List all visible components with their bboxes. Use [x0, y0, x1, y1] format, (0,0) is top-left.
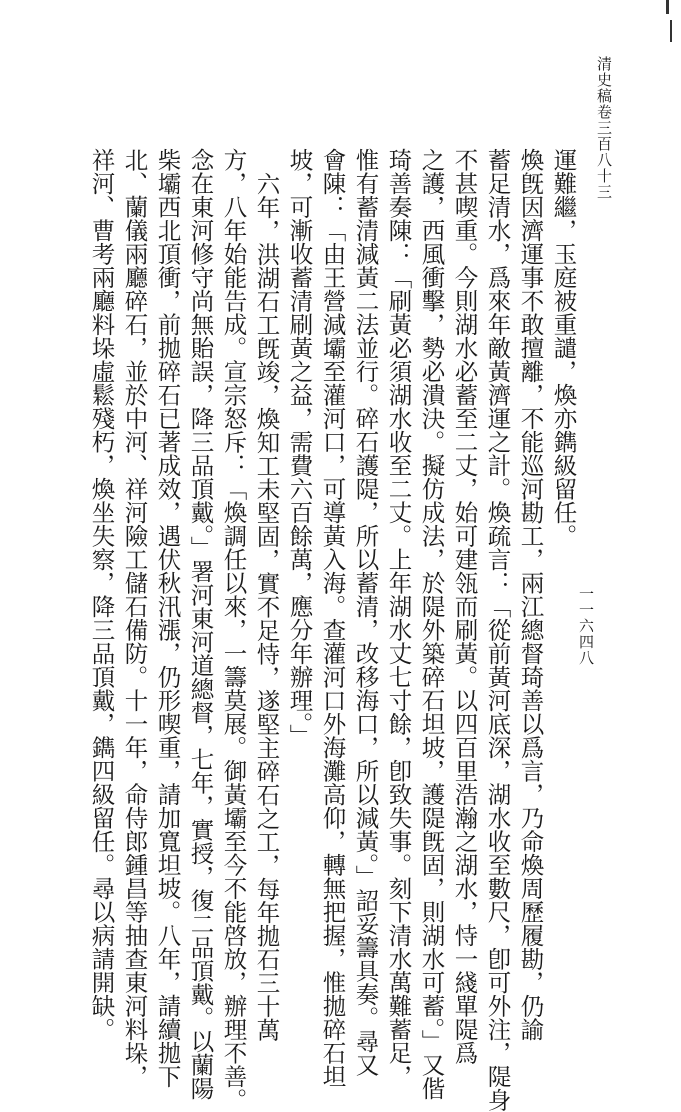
text-line: 惟有蓄清減黃二法並行。碎石護隄，所以蓄清，改移海口，所以減黃。」詔妥籌具奏。尋又	[351, 148, 380, 1077]
text-line: 六年，洪湖石工旣竣，煥知工未堅固，實不足恃，遂堅主碎石之工，每年拋石三十萬	[252, 172, 281, 1042]
text-line: 蓄足清水，爲來年敵黃濟運之計。煥疏言：「從前黃河底深，湖水收至數尺，卽可外注，隄身	[483, 148, 512, 1112]
text-line: 煥旣因濟運事不敢擅離，不能巡河勘工，兩江總督琦善以爲言，乃命煥周歷履勘，仍諭	[516, 148, 545, 1041]
text-line: 念在東河修守尚無貽誤，降三品頂戴。」署河東河道總督，七年，實授，復二品頂戴。以蘭陽	[186, 148, 215, 1100]
text-line: 坡，可漸收蓄清刷黃之益，需費六百餘萬，應分年辦理。」	[285, 148, 314, 748]
text-line: 之護，西風衝擊，勢必潰決。擬仿成法，於隄外築碎石坦坡，護隄旣固，則湖水可蓄。」又偕	[417, 148, 446, 1100]
scan-edge-mark	[666, 0, 669, 14]
text-line: 北、蘭儀兩廳碎石，並於中河、祥河險工儲石備防。十一年，命侍郎鍾昌等抽查東河料垛，	[120, 148, 149, 1088]
text-line: 不甚喫重。今則湖水必蓄至二丈，始可建瓴而刷黃。以四百里浩瀚之湖水，恃一綫單隄爲	[450, 148, 479, 1065]
running-title: 清史稿卷三百八十三	[595, 56, 613, 200]
text-line: 運難繼，玉庭被重譴，煥亦鐫級留任。	[549, 148, 578, 548]
scan-edge-mark	[670, 20, 672, 42]
text-line: 琦善奏陳：「刷黃必須湖水收至二丈。上年湖水丈七寸餘，卽致失事。刻下清水萬難蓄足，	[384, 148, 413, 1088]
text-line: 柴壩西北頂衝，前拋碎石已著成效，遇伏秋汛漲，仍形喫重，請加寬坦坡。八年，請續拋下	[153, 148, 182, 1088]
text-line: 方，八年始能告成。宣宗怒斥：「煥調任以來，一籌莫展。御黃壩至今不能啓放，辦理不善。	[219, 148, 248, 1112]
page-number: 一一六四八	[577, 586, 595, 666]
text-line: 祥河、曹考兩廳料垛虛鬆殘朽，煥坐失察，降三品頂戴，鐫四級留任。尋以病請開缺。	[87, 148, 116, 1041]
text-line: 會陳：「由王營減壩至灌河口，可導黃入海。查灌河口外海灘高仰，轉無把握，惟拋碎石坦	[318, 148, 347, 1088]
